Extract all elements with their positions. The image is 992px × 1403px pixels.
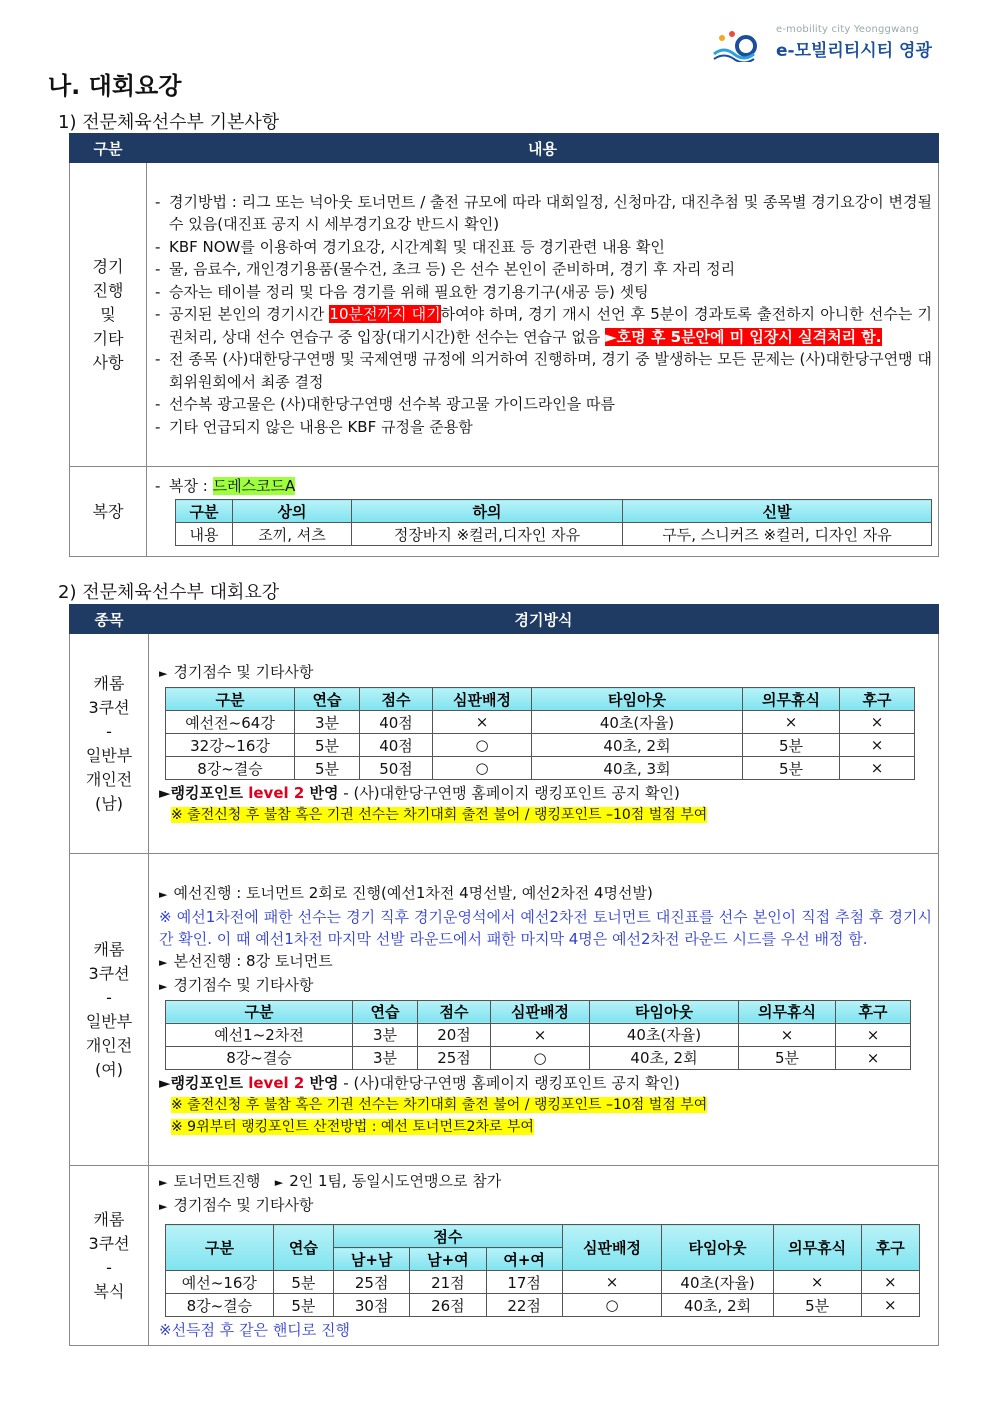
doubles-format-line: ► 토너먼트진행 ► 2인 1팀, 동일시도연맹으로 참가 bbox=[159, 1172, 502, 1190]
dress-cell-value: 내용 bbox=[176, 523, 233, 546]
dress-cell bbox=[147, 467, 939, 557]
score-header: 심판배정 bbox=[491, 1000, 590, 1023]
score-header: 심판배정 bbox=[562, 1225, 662, 1271]
dress-header: 상의 bbox=[233, 500, 352, 523]
women-score-line: ► 경기점수 및 기타사항 bbox=[159, 975, 314, 994]
dress-header: 하의 bbox=[352, 500, 623, 523]
rule-item: - 경기방법 : 리그 또는 넉아웃 토너먼트 / 출전 규모에 따라 대회일정, 신청마감, 대진추첨 및 종목별 경기요강이 변경될 수 있음(대진표 공지 시 세부경기요강 반드시 확인) bbox=[155, 192, 932, 234]
competition-table bbox=[69, 604, 939, 1346]
col-header-method: 경기방식 bbox=[149, 605, 939, 634]
dress-cell-value: 구두, 스니커즈 ※컬러, 디자인 자유 bbox=[623, 523, 932, 546]
score-header: 점수 bbox=[360, 688, 433, 711]
score-header: 점수 bbox=[334, 1225, 563, 1248]
dress-cell-value: 조끼, 셔츠 bbox=[233, 523, 352, 546]
rule-item-waiting: - 공지된 본인의 경기시간 10분전까지 대기하여야 하며, 경기 개시 선언 후 5분이 경과토록 출전하지 아니한 선수는 기권처리, 상대 선수 연습구 중 입장(대기시간)한 선수는 연습구 없음 ►호명 후 5분안에 미 입장시 실격처리 함. bbox=[155, 305, 932, 346]
section1-title: 1) 전문체육선수부 기본사항 bbox=[58, 112, 280, 133]
score-subheader: 남+남 bbox=[334, 1248, 410, 1271]
table-row: 예선~16강 5분 25점 21점 17점 × 40초(자율) × × bbox=[166, 1271, 920, 1294]
col-header-content: 내용 bbox=[147, 134, 939, 163]
section2-title: 2) 전문체육선수부 대회요강 bbox=[58, 582, 280, 603]
event-label-men: 캐롬 3쿠션 - 일반부 개인전 (남) bbox=[70, 634, 149, 854]
women-score-table bbox=[165, 1000, 911, 1070]
highlight-disqualify: ►호명 후 5분안에 미 입장시 실격처리 함. bbox=[605, 327, 882, 346]
doubles-score-table bbox=[165, 1224, 920, 1317]
score-header: 후구 bbox=[840, 688, 915, 711]
dress-header: 구분 bbox=[176, 500, 233, 523]
score-header: 연습 bbox=[353, 1000, 418, 1023]
rules-cell bbox=[147, 163, 939, 467]
city-logo bbox=[712, 22, 942, 62]
col-header-category: 구분 bbox=[70, 134, 147, 163]
men-score-table bbox=[165, 687, 915, 780]
score-header: 의무휴식 bbox=[743, 688, 840, 711]
score-header: 점수 bbox=[418, 1000, 491, 1023]
score-header: 타임아웃 bbox=[532, 688, 743, 711]
score-header: 심판배정 bbox=[433, 688, 532, 711]
women-prelim-line: ► 예선진행 : 토너먼트 2회로 진행(예선1차전 4명선발, 예선2차전 4명선발) bbox=[159, 883, 653, 902]
table-row: 32강~16강 5분 40점 ○ 40초, 2회 5분 × bbox=[166, 734, 915, 757]
score-header: 의무휴식 bbox=[739, 1000, 836, 1023]
logo-name: e-모빌리티시티 영광 bbox=[776, 41, 932, 61]
score-header: 연습 bbox=[295, 688, 360, 711]
men-line: ► 경기점수 및 기타사항 bbox=[159, 663, 314, 681]
event-label-doubles: 캐롬 3쿠션 - 복식 bbox=[70, 1166, 149, 1346]
row-label-rules: 경기 진행 및 기타 사항 bbox=[70, 163, 147, 467]
men-cell bbox=[149, 634, 939, 854]
table-row: 8강~결승 5분 30점 26점 22점 ○ 40초, 2회 5분 × bbox=[166, 1294, 920, 1317]
women-penalty-note: ※ 출전신청 후 불참 혹은 기권 선수는 차기대회 출전 불어 / 랭킹포인트 –10점 벌점 부여 bbox=[171, 1096, 708, 1113]
table-row: 8강~결승 5분 50점 ○ 40초, 3회 5분 × bbox=[166, 757, 915, 780]
rule-item: - 선수복 광고물은 (사)대한당구연맹 선수복 광고물 가이드라인을 따름 bbox=[155, 395, 616, 414]
doubles-cell bbox=[149, 1166, 939, 1346]
rule-item: - 기타 언급되지 않은 내용은 KBF 규정을 준용함 bbox=[155, 417, 473, 436]
score-header: 연습 bbox=[273, 1225, 333, 1271]
doubles-note: ※선득점 후 같은 핸디로 진행 bbox=[159, 1321, 351, 1339]
score-header: 타임아웃 bbox=[662, 1225, 773, 1271]
basic-info-table bbox=[69, 133, 939, 557]
score-subheader: 여+여 bbox=[486, 1248, 562, 1271]
rule-item: - 전 종목 (사)대한당구연맹 및 국제연맹 규정에 의거하여 진행하며, 경기 중 발생하는 모든 문제는 (사)대한당구연맹 대회위원회에서 최종 결정 bbox=[155, 350, 932, 391]
rule-item: - 물, 음료수, 개인경기용품(물수건, 초크 등) 은 선수 본인이 준비하며, 경기 후 자리 정리 bbox=[155, 260, 736, 279]
rule-item: - KBF NOW를 이용하여 경기요강, 시간계획 및 대진표 등 경기관련 내용 확인 bbox=[155, 237, 665, 256]
score-header: 타임아웃 bbox=[590, 1000, 739, 1023]
dress-cell-value: 정장바지 ※컬러,디자인 자유 bbox=[352, 523, 623, 546]
women-blue-note: ※ 예선1차전에 패한 선수는 경기 직후 경기운영석에서 예선2차전 토너먼트 대진표를 선수 본인이 직접 추첨 후 경기시간 확인. 이 때 예선1차전 마지막 선발 라운드에서 패한 마지막 4명은 예선2차전 라운드 시드를 우선 배정 함. bbox=[159, 907, 932, 948]
dress-code-badge: 드레스코드A bbox=[212, 476, 296, 495]
table-row: 예선전~64강 3분 40점 × 40초(자율) × × bbox=[166, 711, 915, 734]
men-penalty-note: ※ 출전신청 후 불참 혹은 기권 선수는 차기대회 출전 불어 / 랭킹포인트 –10점 벌점 부여 bbox=[171, 807, 708, 823]
women-ranking-line: ►랭킹포인트 level 2 반영 - (사)대한당구연맹 홈페이지 랭킹포인트 공지 확인) bbox=[159, 1073, 680, 1092]
men-ranking-line: ►랭킹포인트 level 2 반영 - (사)대한당구연맹 홈페이지 랭킹포인트 공지 확인) bbox=[159, 784, 680, 802]
page-heading: 나. 대회요강 bbox=[48, 72, 182, 100]
women-cell bbox=[149, 854, 939, 1166]
rule-item: - 승자는 테이블 정리 및 다음 경기를 위해 필요한 경기용기구(새공 등) 셋팅 bbox=[155, 282, 649, 301]
score-header: 후구 bbox=[861, 1225, 919, 1271]
logo-subtitle: e-mobility city Yeonggwang bbox=[776, 24, 919, 35]
table-row: 예선1~2차전 3분 20점 × 40초(자율) × × bbox=[166, 1023, 911, 1046]
doubles-score-line: ► 경기점수 및 기타사항 bbox=[159, 1196, 314, 1214]
score-header: 구분 bbox=[166, 688, 295, 711]
score-header: 의무휴식 bbox=[773, 1225, 861, 1271]
dress-header: 신발 bbox=[623, 500, 932, 523]
women-main-line: ► 본선진행 : 8강 토너먼트 bbox=[159, 951, 333, 970]
score-subheader: 남+여 bbox=[410, 1248, 486, 1271]
dress-table bbox=[175, 499, 932, 546]
row-label-dress: 복장 bbox=[70, 467, 147, 557]
dress-code-line: - 복장 : 드레스코드A bbox=[155, 476, 296, 495]
col-header-event: 종목 bbox=[70, 605, 149, 634]
women-ranking-note: ※ 9위부터 랭킹포인트 산전방법 : 예선 토너먼트2차로 부여 bbox=[171, 1118, 534, 1135]
score-header: 구분 bbox=[166, 1225, 274, 1271]
event-label-women: 캐롬 3쿠션 - 일반부 개인전 (여) bbox=[70, 854, 149, 1166]
table-row: 8강~결승 3분 25점 ○ 40초, 2회 5분 × bbox=[166, 1046, 911, 1069]
score-header: 구분 bbox=[166, 1000, 353, 1023]
score-header: 후구 bbox=[836, 1000, 911, 1023]
highlight-waiting: 10분전까지 대기 bbox=[329, 305, 441, 324]
logo-icon bbox=[712, 28, 772, 62]
